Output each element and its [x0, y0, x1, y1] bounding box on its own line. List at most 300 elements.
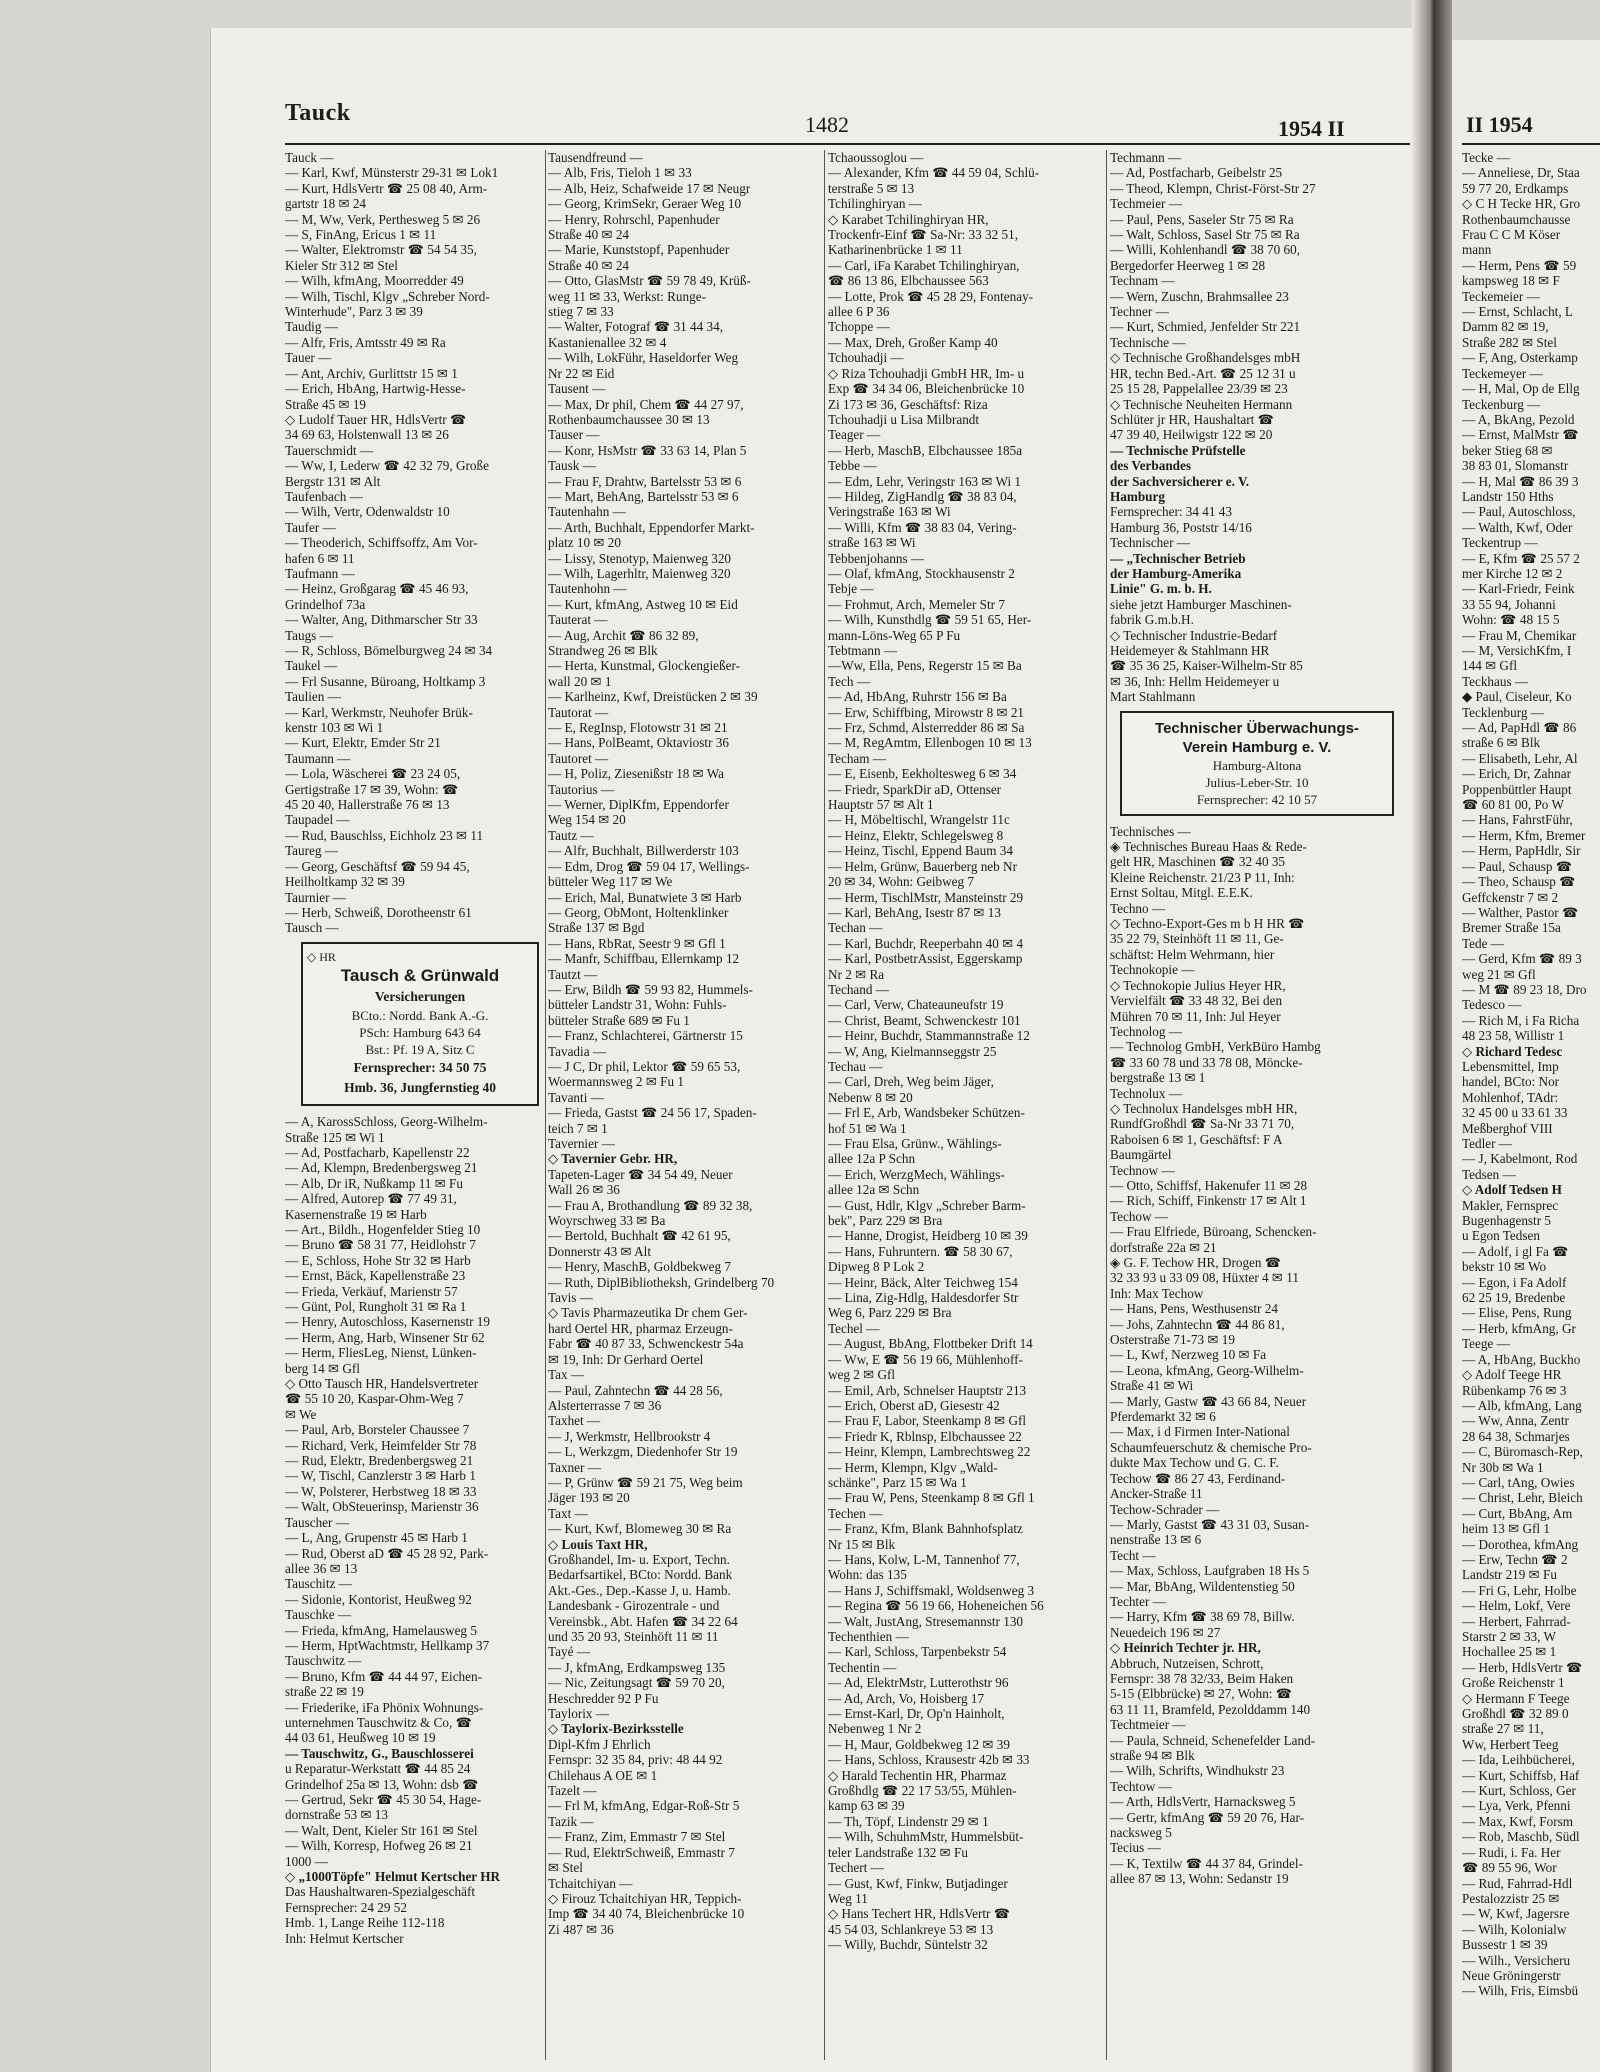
directory-entry-line: — H, Mal ☎ 86 39 3 — [1462, 473, 1579, 489]
directory-entry-line: — Ad, HbAng, Ruhrstr 156 ✉ Ba — [828, 689, 1007, 705]
directory-entry-line: 5-15 (Elbbrücke) ✉ 27, Wohn: ☎ — [1110, 1686, 1293, 1702]
directory-entry-line: Abbruch, Nutzeisen, Schrott, — [1110, 1655, 1264, 1671]
directory-entry-line: Lebensmittel, Imp — [1462, 1058, 1559, 1074]
directory-entry-line: Exp ☎ 34 34 06, Bleichenbrücke 10 — [828, 381, 1025, 397]
directory-entry-line: Großhdlg ☎ 22 17 53/55, Mühlen- — [828, 1783, 1017, 1799]
directory-entry-line: — Kurt, Schloss, Ger — [1462, 1783, 1576, 1799]
directory-entry-line: u Egon Tedsen — [1462, 1228, 1540, 1244]
directory-entry-line: — Herm, TischlMstr, Mansteinstr 29 — [828, 889, 1024, 905]
directory-entry-line: — Alfr, Fris, Amtsstr 49 ✉ Ra — [285, 334, 446, 350]
directory-entry-line: mann-Löns-Weg 65 P Fu — [828, 627, 961, 643]
directory-entry-line: Tedesco — — [1462, 997, 1522, 1013]
directory-entry-line: Poppenbüttler Haupt — [1462, 781, 1572, 797]
directory-entry-line: ◈ G. F. Techow HR, Drogen ☎ — [1110, 1255, 1282, 1270]
advertisement-tuev-hamburg — [1120, 711, 1394, 816]
directory-entry-line: Imp ☎ 34 40 74, Bleichenbrücke 10 — [548, 1906, 745, 1922]
directory-entry-line: hafen 6 ✉ 11 — [285, 550, 355, 566]
directory-entry-line: — Bertold, Buchhalt ☎ 42 61 95, — [548, 1228, 731, 1244]
directory-entry-line: — Wilh, Kunsthdlg ☎ 59 51 65, Her- — [828, 612, 1032, 628]
directory-entry-line: ◇ Adolf Teege HR — [1462, 1367, 1562, 1383]
column-2 — [548, 150, 820, 2065]
directory-entry-line: allee 87 ✉ 13, Wohn: Sedanstr 19 — [1110, 1871, 1289, 1887]
directory-entry-line: Teckenburg — — [1462, 396, 1541, 412]
directory-entry-line: — Herm, FliesLeg, Nienst, Lünken- — [285, 1345, 477, 1361]
directory-entry-line: ☎ 35 36 25, Kaiser-Wilhelm-Str 85 — [1110, 658, 1303, 674]
directory-entry-line: — Georg, Geschäftsf ☎ 59 94 45, — [285, 858, 470, 874]
directory-entry-line: — Lissy, Stenotyp, Maienweg 320 — [548, 550, 732, 566]
directory-entry-line: — Lola, Wäscherei ☎ 23 24 05, — [285, 766, 461, 782]
directory-entry-line: Grindelhof 73a — [285, 596, 366, 612]
directory-entry-line: Fernspr: 38 78 32/33, Beim Haken — [1110, 1670, 1294, 1686]
directory-entry-line: Tauschke — — [285, 1607, 352, 1623]
directory-entry-line: Landstr 219 ✉ Fu — [1462, 1567, 1557, 1583]
directory-entry-line: — Herm, Klempn, Klgv „Wald- — [828, 1459, 998, 1475]
directory-entry-line: Dipl-Kfm J Ehrlich — [548, 1736, 651, 1752]
directory-entry-line: kenstr 103 ✉ Wi 1 — [285, 720, 384, 736]
directory-entry-line: HR, techn Bed.-Art. ☎ 25 12 31 u — [1110, 365, 1296, 381]
directory-entry-line: Techow-Schrader — — [1110, 1501, 1220, 1517]
directory-entry-line: — M, Ww, Verk, Perthesweg 5 ✉ 26 — [285, 211, 481, 227]
directory-entry-line: — Edm, Lehr, Veringstr 163 ✉ Wi 1 — [828, 473, 1022, 489]
directory-entry-line: 33 55 94, Johanni — [1462, 596, 1556, 612]
directory-entry-line: — Edm, Drog ☎ 59 04 17, Wellings- — [548, 858, 750, 874]
directory-entry-line: — Henry, Autoschloss, Kasernenstr 19 — [285, 1314, 490, 1330]
ad-title: Tausch & Grünwald — [340, 966, 500, 986]
directory-entry-line: der Sachversicherer e. V. — [1110, 473, 1250, 489]
entry-list — [285, 150, 543, 936]
directory-entry-line: — Walt, Dent, Kieler Str 161 ✉ Stel — [285, 1822, 478, 1838]
directory-entry-line: — Hans, Pens, Westhusenstr 24 — [1110, 1301, 1278, 1317]
directory-entry-line: Techert — — [828, 1860, 884, 1876]
directory-entry-line: — Rob, Maschb, Südl — [1462, 1829, 1580, 1845]
directory-entry-line: kamp 63 ✉ 39 — [828, 1798, 905, 1814]
directory-entry-line: — Frieda, Gastst ☎ 24 56 17, Spaden- — [548, 1105, 757, 1121]
directory-entry-line: ◇ Tavernier Gebr. HR, — [548, 1151, 678, 1167]
directory-entry-line: bütteler Landstr 31, Wohn: Fuhls- — [548, 997, 727, 1013]
directory-entry-line: Techter — — [1110, 1593, 1166, 1609]
directory-entry-line: Meßberghof VIII — [1462, 1120, 1553, 1136]
directory-entry-line: — Heinr, Bäck, Alter Teichweg 154 — [828, 1274, 1018, 1290]
directory-entry-line: — H, Mal, Op de Ellg — [1462, 381, 1580, 397]
directory-entry-line: Taulien — — [285, 689, 341, 705]
directory-entry-line: gartstr 18 ✉ 24 — [285, 196, 367, 212]
directory-entry-line: Taxt — — [548, 1505, 588, 1521]
directory-entry-line: — Wilh, Kolonialw — [1462, 1921, 1567, 1937]
directory-entry-line: — Manfr, Schiffbau, Ellernkamp 12 — [548, 951, 740, 967]
directory-entry-line: Raboisen 6 ✉ 1, Geschäftsf: F A — [1110, 1131, 1283, 1147]
directory-entry-line: — Erich, Dr, Zahnar — [1462, 766, 1571, 782]
directory-entry-line: Wohn: das 135 — [828, 1567, 907, 1583]
directory-entry-line: Pferdemarkt 32 ✉ 6 — [1110, 1409, 1216, 1425]
directory-entry-line: — H, Maur, Goldbekweg 12 ✉ 39 — [828, 1736, 1010, 1752]
directory-entry-line: — Elisabeth, Lehr, Al — [1462, 750, 1578, 766]
directory-entry-line: — Carl, iFa Karabet Tchilinghiryan, — [828, 257, 1020, 273]
directory-entry-line: Techtow — — [1110, 1778, 1172, 1794]
directory-entry-line: hof 51 ✉ Wa 1 — [828, 1120, 907, 1136]
directory-entry-line: — Theo, Schausp ☎ — [1462, 874, 1576, 890]
directory-entry-line: — W, Kwf, Jagersre — [1462, 1906, 1570, 1922]
directory-entry-line: allee 12a P Schn — [828, 1151, 916, 1167]
directory-entry-line: Technolux — — [1110, 1085, 1182, 1101]
directory-entry-line: — Rich, Schiff, Finkenstr 17 ✉ Alt 1 — [1110, 1193, 1307, 1209]
page-header-keyword: Tauck — [285, 100, 351, 126]
directory-entry-line: Technische — — [1110, 334, 1186, 350]
directory-entry-line: Bergedorfer Heerweg 1 ✉ 28 — [1110, 257, 1266, 273]
directory-entry-line: hard Oertel HR, pharmaz Erzeugn- — [548, 1320, 733, 1336]
directory-entry-line: — Ad, Postfacharb, Kapellenstr 22 — [285, 1144, 470, 1160]
directory-entry-line: ◇ Hans Techert HR, HdlsVertr ☎ — [828, 1906, 1011, 1922]
directory-entry-line: — Ww, E ☎ 56 19 66, Mühlenhoff- — [828, 1351, 1023, 1367]
directory-entry-line: — Kurt, Schmied, Jenfelder Str 221 — [1110, 319, 1301, 335]
directory-entry-line: mer Kirche 12 ✉ 2 — [1462, 565, 1563, 581]
directory-entry-line: — Ida, Leihbücherei, — [1462, 1752, 1575, 1768]
directory-entry-line: Zi 173 ✉ 36, Geschäftsf: Riza — [828, 396, 988, 412]
directory-entry-line: — Hans, Fuhruntern. ☎ 58 30 67, — [828, 1243, 1013, 1259]
directory-entry-line: Straße 45 ✉ 19 — [285, 396, 367, 412]
directory-entry-line: ◇ C H Tecke HR, Gro — [1462, 196, 1581, 212]
directory-entry-line: — Christ, Lehr, Bleich — [1462, 1490, 1583, 1506]
directory-entry-line: — Paul, Autoschloss, — [1462, 504, 1576, 520]
directory-entry-line: ✉ We — [285, 1406, 317, 1422]
directory-entry-line: — Werner, DiplKfm, Eppendorfer — [548, 797, 729, 813]
directory-entry-line: — Karl, Kwf, Münsterstr 29-31 ✉ Lok1 — [285, 165, 499, 181]
directory-entry-line: — Herb, Schweiß, Dorotheenstr 61 — [285, 904, 472, 920]
directory-entry-line: Pestalozzistr 25 ✉ — [1462, 1890, 1560, 1906]
directory-entry-line: Weg 154 ✉ 20 — [548, 812, 626, 828]
directory-entry-line: bekstr 10 ✉ Wo — [1462, 1259, 1547, 1275]
directory-entry-line: Tebje — — [828, 581, 874, 597]
ad-line: BCto.: Nordd. Bank A.-G. — [351, 1008, 489, 1024]
directory-entry-line: Tautzt — — [548, 966, 598, 982]
directory-entry-line: Straße 125 ✉ Wi 1 — [285, 1129, 385, 1145]
directory-entry-line: — Wilh, Schrifts, Windhukstr 23 — [1110, 1763, 1285, 1779]
directory-entry-line: Techner — — [1110, 304, 1169, 320]
directory-entry-line: — Herm, Pens ☎ 59 — [1462, 257, 1577, 273]
directory-entry-line: — Rudi, i. Fa. Her — [1462, 1844, 1561, 1860]
directory-entry-line: — L, Werkzgm, Diedenhofer Str 19 — [548, 1444, 738, 1460]
directory-entry-line: Fernsprecher: 34 41 43 — [1110, 504, 1232, 520]
book-gutter — [1412, 0, 1452, 2072]
directory-entry-line: — Gertr, kfmAng ☎ 59 20 76, Har- — [1110, 1809, 1304, 1825]
directory-entry-line: — Erich, WerzgMech, Wählings- — [828, 1166, 1005, 1182]
directory-entry-line: Tebbe — — [828, 458, 877, 474]
directory-entry-line: Vereinsbk., Abt. Hafen ☎ 34 22 64 — [548, 1613, 738, 1629]
next-page-header: II 1954 — [1466, 112, 1533, 137]
directory-entry-line: Fernsprecher: 24 29 52 — [285, 1899, 407, 1915]
directory-entry-line: weg 2 ✉ Gfl — [828, 1367, 896, 1383]
directory-entry-line: Landstr 150 Hths — [1462, 488, 1554, 504]
directory-entry-line: Tede — — [1462, 935, 1504, 951]
directory-entry-line: — Technische Prüfstelle — [1110, 442, 1246, 458]
directory-entry-line: weg 11 ✉ 33, Werkst: Runge- — [548, 288, 706, 304]
directory-entry-line: — Rud, Elektr, Bredenbergsweg 21 — [285, 1453, 474, 1469]
page-header-year: 1954 II — [1278, 116, 1345, 141]
directory-entry-line: Tebbenjohanns — — [828, 550, 925, 566]
directory-entry-line: — Frau F, Drahtw, Bartelsstr 53 ✉ 6 — [548, 473, 742, 489]
directory-entry-line: Tauerschmidt — — [285, 442, 374, 458]
directory-entry-line: — Regina ☎ 56 19 66, Hoheneichen 56 — [828, 1598, 1044, 1614]
directory-entry-line: — Friedr K, Rblnsp, Elbchaussee 22 — [828, 1428, 1022, 1444]
directory-entry-line: — L, Ang, Grupenstr 45 ✉ Harb 1 — [285, 1530, 468, 1546]
directory-entry-line: — Frau M, Chemikar — [1462, 627, 1577, 643]
directory-entry-line: Taumann — — [285, 750, 351, 766]
directory-entry-line: Tapeten-Lager ☎ 34 54 49, Neuer — [548, 1166, 733, 1182]
directory-entry-line: Mühren 70 ✉ 11, Inh: Jul Heyer — [1110, 1008, 1281, 1024]
directory-entry-line: Alsterterrasse 7 ✉ 36 — [548, 1397, 662, 1413]
directory-entry-line: — Max, i d Firmen Inter-National — [1110, 1424, 1290, 1440]
directory-entry-line: stieg 7 ✉ 33 — [548, 304, 614, 320]
directory-entry-line: Linie" G. m. b. H. — [1110, 581, 1212, 597]
directory-entry-line: bütteler Straße 689 ✉ Fu 1 — [548, 1012, 690, 1028]
directory-entry-line: — Franz, Zim, Emmastr 7 ✉ Stel — [548, 1829, 726, 1845]
directory-entry-line: — Erw, Bildh ☎ 59 93 82, Hummels- — [548, 981, 753, 997]
directory-entry-line: Tchaoussoglou — — [828, 150, 924, 165]
directory-entry-line: Landesbank - Girozentrale - und — [548, 1598, 720, 1614]
directory-entry-line: Gertigstraße 17 ✉ 39, Wohn: ☎ — [285, 781, 459, 797]
directory-entry-line: — Hans, PolBeamt, Oktaviostr 36 — [548, 735, 729, 751]
directory-entry-line: ◇ Adolf Tedsen H — [1462, 1182, 1562, 1198]
directory-entry-line: — Herbert, Fahrrad- — [1462, 1613, 1571, 1629]
directory-entry-line: ☎ 33 60 78 und 33 78 08, Möncke- — [1110, 1054, 1303, 1070]
directory-entry-line: — Christ, Beamt, Schwenckestr 101 — [828, 1012, 1021, 1028]
directory-entry-line: bergstraße 13 ✉ 1 — [1110, 1070, 1206, 1086]
directory-entry-line: — Alb, kfmAng, Lang — [1462, 1397, 1582, 1413]
directory-entry-line: Heidemeyer & Stahlmann HR — [1110, 643, 1270, 658]
directory-entry-line: Teckemeier — — [1462, 288, 1540, 304]
directory-entry-line: 144 ✉ Gfl — [1462, 658, 1518, 674]
directory-entry-line: Das Haushaltwaren-Spezialgeschäft — [285, 1884, 476, 1900]
directory-entry-line: — Georg, ObMont, Holtenklinker — [548, 904, 729, 920]
directory-entry-line: terstraße 5 ✉ 13 — [828, 180, 915, 196]
directory-entry-line: teler Landstraße 132 ✉ Fu — [828, 1844, 968, 1860]
directory-entry-line: Dipweg 8 P Lok 2 — [828, 1259, 925, 1275]
directory-entry-line: Straße 137 ✉ Bgd — [548, 920, 645, 936]
directory-entry-line: Woermannsweg 2 ✉ Fu 1 — [548, 1074, 684, 1090]
directory-entry-line: ✉ 19, Inh: Dr Gerhard Oertel — [548, 1351, 704, 1367]
directory-entry-line: Techno — — [1110, 900, 1166, 916]
column-1 — [285, 150, 543, 2065]
next-page-column — [1462, 150, 1600, 2065]
directory-entry-line: ◇ Richard Tedesc — [1462, 1043, 1563, 1059]
ad-address: Hmb. 36, Jungfernstieg 40 — [344, 1080, 496, 1096]
directory-entry-line: — Bruno, Kfm ☎ 44 44 97, Eichen- — [285, 1668, 482, 1684]
directory-entry-line: 32 45 00 u 33 61 33 — [1462, 1105, 1568, 1121]
directory-entry-line: — Heinz, Tischl, Eppend Baum 34 — [828, 843, 1013, 859]
directory-entry-line: — Willy, Buchdr, Süntelstr 32 — [828, 1937, 988, 1953]
directory-entry-line: — „Technischer Betrieb — [1110, 550, 1246, 566]
directory-entry-line: — Aug, Archit ☎ 86 32 89, — [548, 627, 699, 643]
directory-entry-line: — A, KarossSchloss, Georg-Wilhelm- — [285, 1114, 488, 1130]
directory-entry-line: — Georg, KrimSekr, Geraer Weg 10 — [548, 196, 742, 212]
directory-entry-line: Frau C C M Köser — [1462, 227, 1561, 243]
directory-entry-line: 45 20 40, Hallerstraße 76 ✉ 13 — [285, 797, 450, 813]
directory-entry-line: ◇ Harald Techentin HR, Pharmaz — [828, 1767, 1007, 1783]
directory-entry-line: kampsweg 18 ✉ F — [1462, 273, 1560, 289]
directory-entry-line: — Ernst, Schlacht, L — [1462, 304, 1573, 320]
directory-entry-line: 35 22 79, Steinhöft 11 ✉ 11, Ge- — [1110, 931, 1284, 947]
directory-entry-line: ◇ Otto Tausch HR, Handelsvertreter — [285, 1376, 479, 1392]
directory-entry-line: — Konr, HsMstr ☎ 33 63 14, Plan 5 — [548, 442, 747, 458]
directory-entry-line: Bugenhagenstr 5 — [1462, 1213, 1551, 1229]
directory-entry-line: — Ernst-Karl, Dr, Op'n Hainholt, — [828, 1706, 1005, 1722]
ad-line: Hamburg-Altona — [1212, 757, 1302, 773]
directory-entry-line: — Bruno ☎ 58 31 77, Heidlohstr 7 — [285, 1237, 476, 1253]
next-header-rule — [1462, 143, 1600, 145]
directory-entry-line: Zi 487 ✉ 36 — [548, 1921, 614, 1937]
directory-entry-line: Osterstraße 71-73 ✉ 19 — [1110, 1332, 1235, 1348]
directory-entry-line: — Kurt, Kwf, Blomeweg 30 ✉ Ra — [548, 1521, 732, 1537]
directory-entry-line: — Ernst, MalMstr ☎ — [1462, 427, 1579, 443]
directory-entry-line: — Franz, Schlachterei, Gärtnerstr 15 — [548, 1028, 743, 1044]
directory-entry-line: — Ww, Anna, Zentr — [1462, 1413, 1569, 1429]
directory-entry-line: — Herta, Kunstmal, Glockengießer- — [548, 658, 740, 674]
directory-entry-line: Technolog — — [1110, 1023, 1182, 1039]
directory-entry-line: Tchaitchiyan — — [548, 1875, 633, 1891]
directory-entry-line: — Paul, Schausp ☎ — [1462, 858, 1573, 874]
directory-entry-line: dorfstraße 22a ✉ 21 — [1110, 1239, 1217, 1255]
directory-entry-line: Straße 41 ✉ Wi — [1110, 1378, 1194, 1394]
directory-entry-line: 32 33 93 u 33 09 08, Hüxter 4 ✉ 11 — [1110, 1270, 1299, 1286]
directory-entry-line: — P, Grünw ☎ 59 21 75, Weg beim — [548, 1474, 743, 1490]
directory-entry-line: — Ad, Postfacharb, Geibelstr 25 — [1110, 165, 1283, 181]
entry-list — [285, 1114, 543, 1946]
directory-entry-line: Große Reichenstr 1 — [1462, 1675, 1565, 1691]
directory-entry-line: Heschredder 92 P Fu — [548, 1690, 659, 1706]
directory-entry-line: — Dorothea, kfmAng — [1462, 1536, 1579, 1552]
directory-entry-line: Tchoppe — — [828, 319, 890, 335]
directory-entry-line: Starstr 2 ✉ 33, W — [1462, 1629, 1556, 1644]
directory-entry-line: — Carl, tAng, Owies — [1462, 1474, 1575, 1490]
directory-entry-line: Tautorius — — [548, 781, 615, 797]
directory-entry-line: — Rud, Bauschlss, Eichholz 23 ✉ 11 — [285, 827, 484, 843]
directory-entry-line: — Ad, PapHdl ☎ 86 — [1462, 720, 1577, 736]
directory-entry-line: Bergstr 131 ✉ Alt — [285, 473, 381, 489]
directory-entry-line: Straße 40 ✉ 24 — [548, 227, 630, 243]
directory-entry-line: ◇ Heinrich Techter jr. HR, — [1110, 1640, 1261, 1656]
directory-entry-line: — Ad, Klempn, Bredenbergsweg 21 — [285, 1160, 478, 1176]
directory-entry-line: ◈ Technisches Bureau Haas & Rede- — [1110, 839, 1307, 855]
directory-entry-line: teich 7 ✉ 1 — [548, 1120, 608, 1136]
directory-entry-line: — Gust, Kwf, Finkw, Butjadinger — [828, 1875, 1008, 1891]
directory-entry-line: Taugs — — [285, 627, 333, 643]
directory-entry-line: — Herm, PapHdlr, Sir — [1462, 843, 1581, 859]
directory-entry-line: — Erich, Mal, Bunatwiete 3 ✉ Harb — [548, 889, 742, 905]
ad-title: Technischer Überwachungs- — [1155, 719, 1359, 737]
directory-entry-line: — Gust, Hdlr, Klgv „Schreber Barm- — [828, 1197, 1026, 1213]
directory-entry-line: — H, Poliz, Ziesenißstr 18 ✉ Wa — [548, 766, 725, 782]
directory-entry-line: ◆ Paul, Ciseleur, Ko — [1462, 689, 1572, 705]
directory-entry-line: Teege — — [1462, 1336, 1510, 1352]
directory-entry-line: — Hans, FahrstFühr, — [1462, 812, 1573, 828]
directory-entry-line: Katharinenbrücke 1 ✉ 11 — [828, 242, 963, 258]
directory-entry-line: — Frau Elsa, Grünw., Wählings- — [828, 1136, 1002, 1151]
directory-entry-line: — Wern, Zuschn, Brahmsallee 23 — [1110, 288, 1289, 304]
directory-entry-line: — Karl-Friedr, Feink — [1462, 581, 1575, 597]
directory-entry-line: — Kurt, HdlsVertr ☎ 25 08 40, Arm- — [285, 180, 488, 196]
directory-entry-line: Teager — — [828, 427, 881, 443]
directory-entry-line: Technow — — [1110, 1162, 1175, 1178]
directory-entry-line: Tauer — — [285, 350, 332, 366]
directory-entry-line: ◇ Technische Großhandelsges mbH — [1110, 350, 1301, 366]
directory-entry-line: — Ernst, Bäck, Kapellenstraße 23 — [285, 1268, 466, 1284]
directory-entry-line: — Herb, HdlsVertr ☎ — [1462, 1659, 1583, 1675]
directory-entry-line: ✉ Stel — [548, 1860, 583, 1876]
directory-entry-line: Jäger 193 ✉ 20 — [548, 1490, 630, 1506]
directory-entry-line: platz 10 ✉ 20 — [548, 535, 621, 551]
directory-entry-line: — Art., Bildh., Hogenfelder Stieg 10 — [285, 1221, 481, 1237]
directory-entry-line: Tazik — — [548, 1813, 594, 1829]
directory-entry-line: — Frau F, Labor, Steenkamp 8 ✉ Gfl — [828, 1413, 1027, 1429]
directory-entry-line: Nebenw 8 ✉ 20 — [828, 1089, 913, 1105]
directory-entry-line: ☎ 89 55 96, Wor — [1462, 1860, 1557, 1876]
directory-entry-line: Teckentrup — — [1462, 535, 1538, 551]
directory-entry-line: — E, Eisenb, Eekholtesweg 6 ✉ 34 — [828, 766, 1017, 782]
directory-entry-line: — Erw, Schiffbing, Mirowstr 8 ✉ 21 — [828, 704, 1025, 720]
directory-entry-line: 63 11 11, Bramfeld, Pezolddamm 140 — [1110, 1701, 1311, 1717]
directory-entry-line: — Kurt, Schiffsb, Haf — [1462, 1767, 1580, 1783]
directory-entry-line: Tayé — — [548, 1644, 590, 1660]
directory-entry-line: 1000 — — [285, 1853, 328, 1869]
directory-entry-line: allee 12a ✉ Schn — [828, 1182, 920, 1198]
directory-entry-line: — Wilh, Tischl, Klgv „Schreber Nord- — [285, 288, 490, 304]
entry-list — [548, 150, 820, 1937]
directory-entry-line: — Herb, MaschB, Elbchaussee 185a — [828, 442, 1023, 458]
directory-entry-line: Tech — — [828, 673, 870, 689]
directory-entry-line: dornstraße 53 ✉ 13 — [285, 1807, 388, 1823]
directory-entry-line: — Karl, Schloss, Tarpenbekstr 54 — [828, 1644, 1007, 1660]
directory-entry-line: — Carl, Verw, Chateauneufstr 19 — [828, 997, 1004, 1013]
directory-entry-line: — Karl, Buchdr, Reeperbahn 40 ✉ 4 — [828, 935, 1024, 951]
directory-entry-line: Großhandel, Im- u. Export, Techn. — [548, 1551, 730, 1567]
column-3 — [828, 150, 1102, 2065]
directory-entry-line: Taupadel — — [285, 812, 350, 828]
directory-entry-line: — Walter, Fotograf ☎ 31 44 34, — [548, 319, 724, 335]
directory-entry-line: — Curt, BbAng, Am — [1462, 1505, 1573, 1521]
directory-entry-line: ◇ Firouz Tchaitchiyan HR, Teppich- — [548, 1890, 742, 1906]
directory-entry-line: — Paul, Zahntechn ☎ 44 28 56, — [548, 1382, 723, 1398]
advertisement-tausch-gruenwald — [301, 942, 539, 1106]
directory-entry-line: dukte Max Techow und G. C. F. — [1110, 1455, 1279, 1471]
directory-entry-line: Inh: Helmut Kertscher — [285, 1930, 404, 1946]
directory-entry-line: ☎ 86 13 86, Elbchaussee 563 — [828, 273, 989, 289]
directory-entry-line: 34 69 63, Holstenwall 13 ✉ 26 — [285, 427, 449, 443]
directory-entry-line: — Heinz, Großgarag ☎ 45 46 93, — [285, 581, 469, 597]
directory-entry-line: — R, Schloss, Bömelburgweg 24 ✉ 34 — [285, 643, 493, 658]
directory-entry-line: — Leona, kfmAng, Georg-Wilhelm- — [1110, 1362, 1304, 1378]
directory-entry-line: Techenthien — — [828, 1629, 909, 1644]
directory-entry-line: — S, FinAng, Ericus 1 ✉ 11 — [285, 227, 437, 243]
page-number: 1482 — [805, 112, 849, 137]
directory-entry-line: ☎ 60 81 00, Po W — [1462, 797, 1564, 813]
directory-entry-line: Hamburg — [1110, 488, 1165, 504]
directory-entry-line: — Frau Elfriede, Büroang, Schencken- — [1110, 1224, 1317, 1240]
directory-entry-line: Tautenhahn — — [548, 504, 626, 520]
directory-entry-line: — Lya, Verk, Pfenni — [1462, 1798, 1571, 1814]
directory-entry-line: — W, Polsterer, Herbstweg 18 ✉ 33 — [285, 1483, 477, 1499]
directory-entry-line: — Kurt, Elektr, Emder Str 21 — [285, 735, 441, 751]
directory-entry-line: — Hans, Schloss, Krausestr 42b ✉ 33 — [828, 1752, 1030, 1768]
directory-entry-line: 44 03 61, Heußweg 10 ✉ 19 — [285, 1730, 436, 1746]
directory-entry-line: — Herm, Kfm, Bremer — [1462, 827, 1586, 843]
directory-entry-line: Technisches — — [1110, 823, 1191, 839]
directory-entry-line: Rübenkamp 76 ✉ 3 — [1462, 1382, 1567, 1398]
directory-entry-line: ◇ Technolux Handelsges mbH HR, — [1110, 1100, 1298, 1116]
entry-list — [1462, 150, 1600, 1999]
directory-entry-line: Tedler — — [1462, 1136, 1512, 1151]
directory-entry-line: — Helm, Lokf, Vere — [1462, 1598, 1571, 1614]
directory-entry-line: Kieler Str 312 ✉ Stel — [285, 257, 398, 273]
directory-entry-line: Mart Stahlmann — [1110, 689, 1196, 705]
